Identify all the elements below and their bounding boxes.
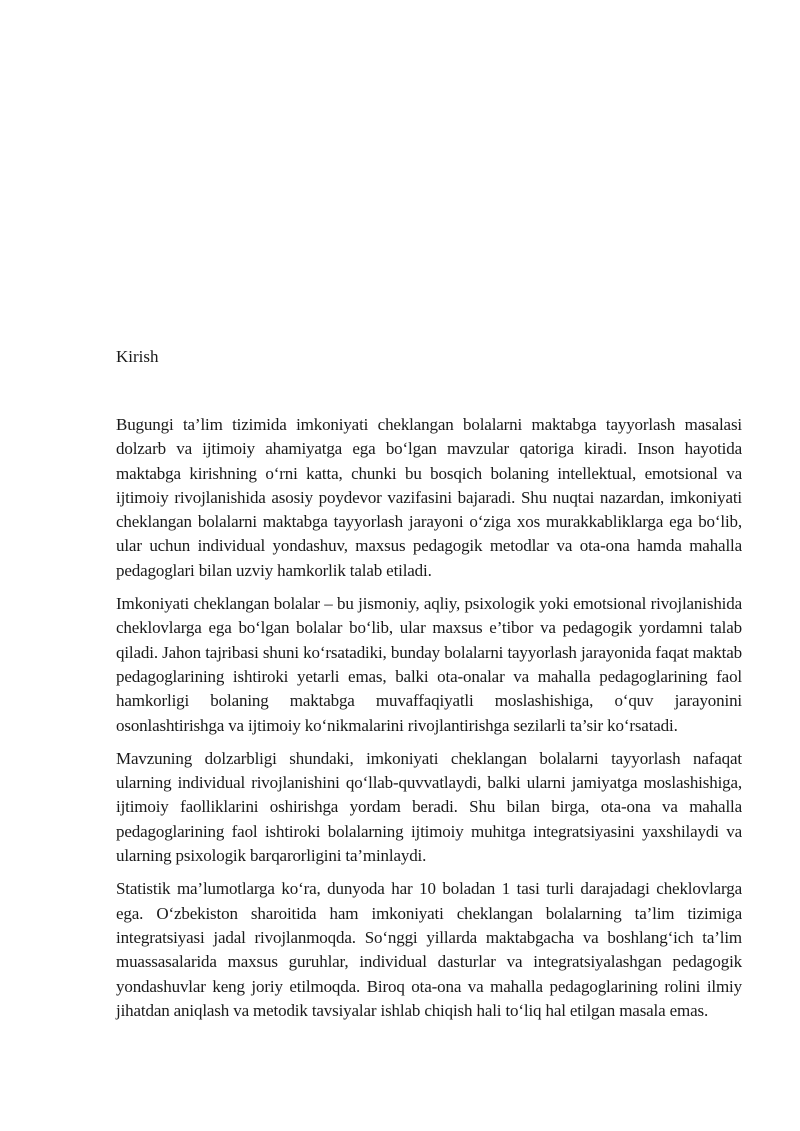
section-heading: Kirish [116, 347, 159, 366]
paragraph: Statistik ma’lumotlarga ko‘ra, dunyoda har 10 boladan 1 tasi turli darajadagi cheklovlarga ega. O‘zbekiston sharoitida ham imkoniyati cheklangan bolalarning ta’lim tizimiga integratsiyasi jadal rivojlanmoqda. So‘nggi yillarda maktabgacha va boshlang‘ich ta’lim muassasalarida maxsus guruhlar, individual dasturlar va integratsiyalashgan pedagogik yondashuvlar keng joriy etilmoqda. Biroq ota-ona va mahalla pedagoglarining rolini ilmiy jihatdan aniqlash va metodik tavsiyalar ishlab chiqish hali to‘liq hal etilgan masala emas. [116, 879, 742, 1020]
body-text [116, 413, 742, 1032]
paragraph: Imkoniyati cheklangan bolalar – bu jismoniy, aqliy, psixologik yoki emotsional rivojlanishida cheklovlarga ega bo‘lgan bolalar bo‘lib, ular maxsus e’tibor va pedagogik yordamni talab qiladi. Jahon tajribasi shuni ko‘rsatadiki, bunday bolalarni tayyorlash jarayonida faqat maktab pedagoglarining ishtiroki yetarli emas, balki ota-onalar va mahalla pedagoglarining faol hamkorligi bolaning maktabga muvaffaqiyatli moslashishiga, o‘quv jarayonini osonlashtirishga va ijtimoiy ko‘nikmalarini rivojlantirishga sezilarli ta’sir ko‘rsatadi. [116, 594, 742, 735]
paragraph: Mavzuning dolzarbligi shundaki, imkoniyati cheklangan bolalarni tayyorlash nafaqat ularning individual rivojlanishini qo‘llab-quvvatlaydi, balki ularni jamiyatga moslashishiga, ijtimoiy faolliklarini oshirishga yordam beradi. Shu bilan birga, ota-ona va mahalla pedagoglarining faol ishtiroki bolalarning ijtimoiy muhitga integratsiyasini yaxshilaydi va ularning psixologik barqarorligini ta’minlaydi. [116, 748, 742, 866]
paragraph: Bugungi ta’lim tizimida imkoniyati cheklangan bolalarni maktabga tayyorlash masalasi dolzarb va ijtimoiy ahamiyatga ega bo‘lgan mavzular qatoriga kiradi. Inson hayotida maktabga kirishning o‘rni katta, chunki bu bosqich bolaning intellektual, emotsional va ijtimoiy rivojlanishida asosiy poydevor vazifasini bajaradi. Shu nuqtai nazardan, imkoniyati cheklangan bolalarni maktabga tayyorlash jarayoni o‘ziga xos murakkabliklarga ega bo‘lib, ular uchun individual yondashuv, maxsus pedagogik metodlar va ota-ona hamda mahalla pedagoglari bilan uzviy hamkorlik talab etiladi. [116, 415, 742, 580]
